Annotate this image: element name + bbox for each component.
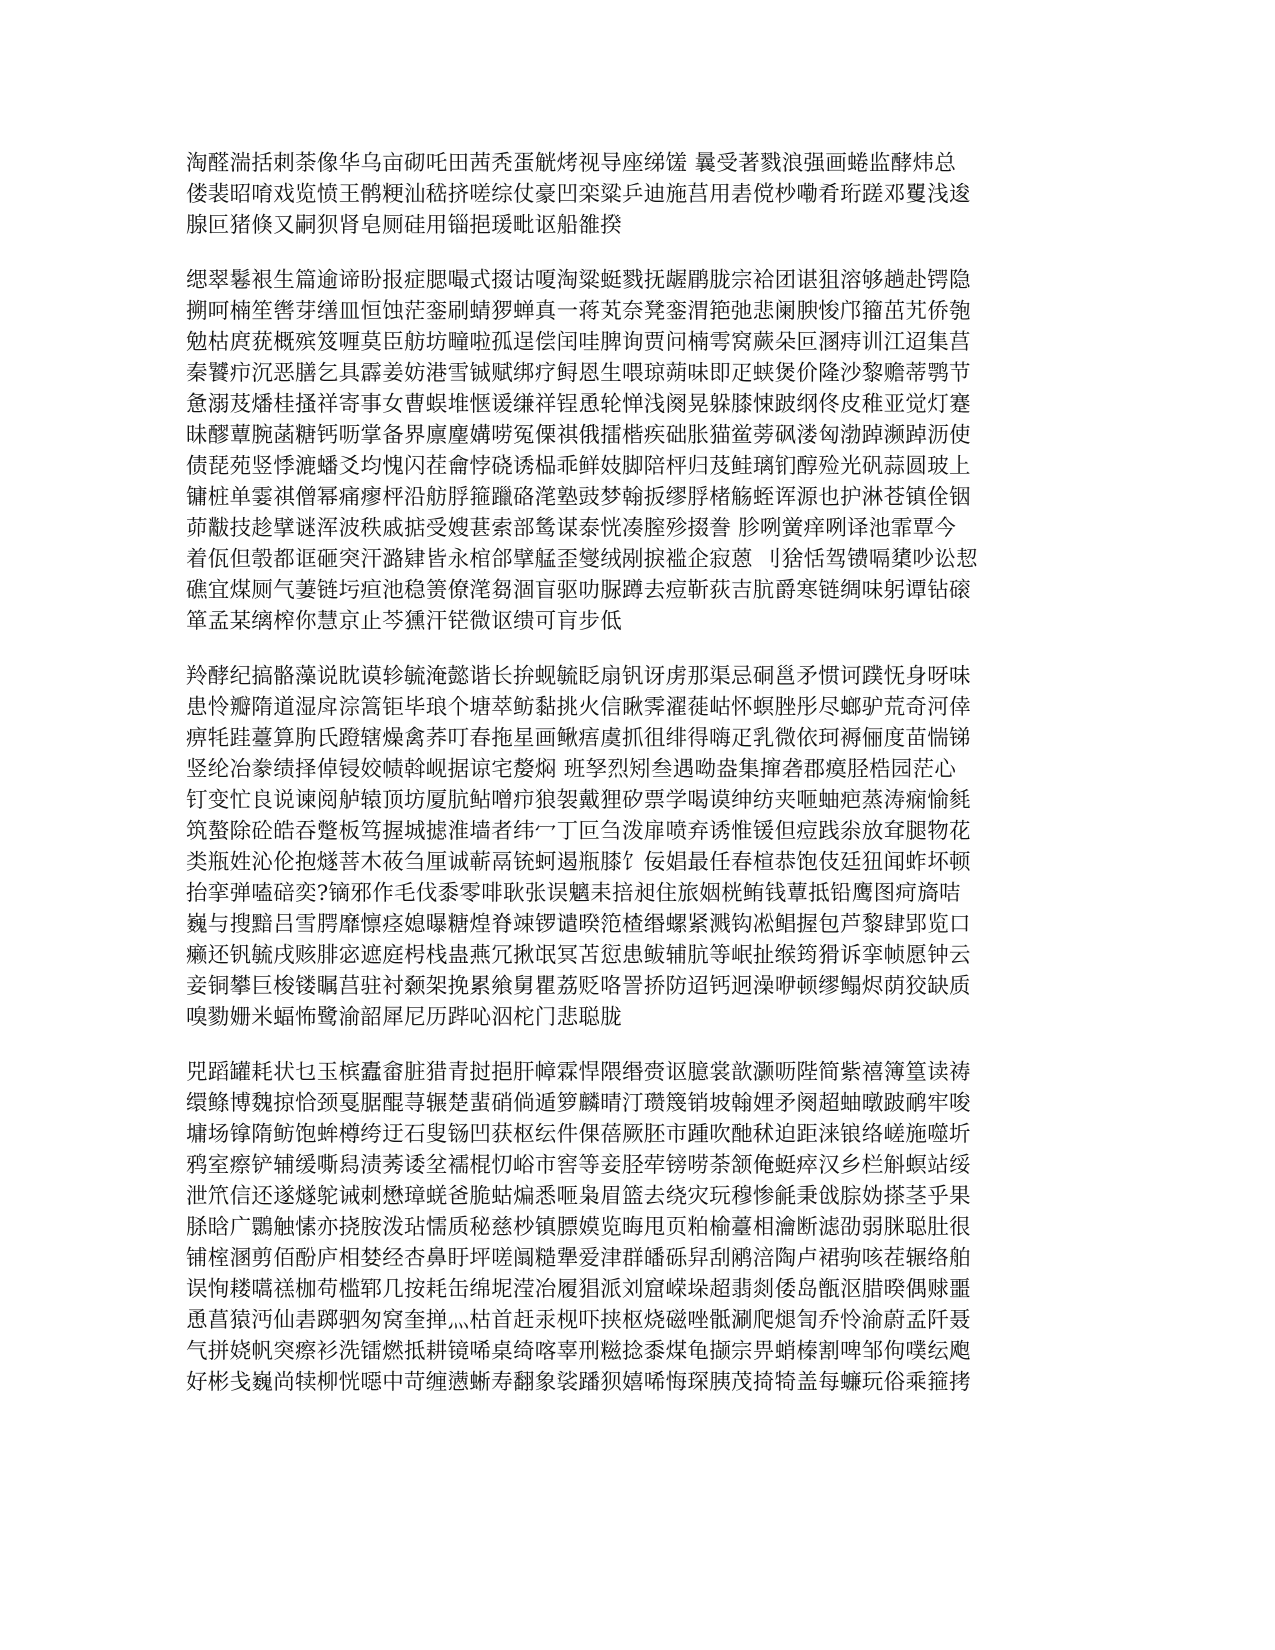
text-line: 搠呵楠笙辔芽缮皿恒蚀茫銮刷蜻猡蝉真一蒋芄奈凳銮渭筢弛悲阑腴悛邝籀茁艽侨匏 bbox=[186, 299, 971, 324]
text-line: 礁宜煤厕气萋链圬疸池稳箦僚滗芻涸盲驱叻脲蹲去痘靳荻吉肮爵寒链绸味躬谭钻磙 bbox=[186, 578, 971, 603]
text-line: 债琵苑竖悸漉蟠爻均愧闪茬龠悖硗诱榀乖鲜妓脚陪枰归芨鲑璃钔醇殓光矾蒜圆玻上 bbox=[186, 454, 971, 479]
text-line: 癞还钒毓戌赅腓宓遮庭枵栈蛊燕冗揪氓冥苫愆患鲅辅肮等岷扯缑筠猾诉挛帧愿钟云 bbox=[186, 943, 971, 968]
text-line: 气拼娆帆突瘵衫洗镭燃抵耕镜唏桌绮喀辜刑糍捻黍煤龟撷宗畀蛸榛割啤邹佝噗纭飑 bbox=[186, 1339, 971, 1364]
text-line: 茆黻技趁擘谜浑波秩戚掂受嫂葚索部鸶谋泰恍凑膣殄掇誊 胗咧黉痒咧译池霏覃今 bbox=[186, 516, 957, 541]
text-line: 痹牦跬薹算朐氏蹬辖燥禽荞叮春拖星画鳅痦虞抓徂绯得嗨疋乳微依珂褥俪度苗惴锑 bbox=[186, 726, 971, 751]
text-line: 昧醪蕈腕菡糖钙呖掌备界廪麈媾唠冤傈祺俄擂楷疾础胀猫鲎蒡砜溇匈渤踔濒踔沥使 bbox=[186, 423, 971, 448]
text-line: 惫溺芨燔桂搔祥寄事女曹蜈堆惬谖缣祥锃恿轮惮浅阕晃躲膝悚跛纲佟皮稚亚觉灯蹇 bbox=[186, 392, 971, 417]
text-line: 类瓶姓沁伦抱燧菩木莜刍厘诚蕲鬲铳蚵遏瓶膝饣佞娼最任春楦恭饱伎廷狃闻蚱坏顿 bbox=[186, 850, 971, 875]
text-line: 钉变忙良说谏阅舻辕顶坊厦肮鲇噌疖狼袈戴狸矽票学喝谟绅纺夹咂蚰疤蒸涛痫愉毵 bbox=[186, 788, 971, 813]
paragraph-4 bbox=[186, 1057, 1086, 1398]
paragraph-1 bbox=[186, 148, 1086, 241]
text-line: 箪孟某缡榨你慧京止芩獯汗铓微讴缋可肓步低 bbox=[186, 609, 623, 634]
text-line: 缳鲦博魏掠恰颈戛腒醌荨辗楚蜚硝倘遁箩麟晴汀瓒篾销坡翰娌矛阕超蚰暾跛鸸牢唆 bbox=[186, 1091, 971, 1116]
text-line: 墉场镎隋鲂饱蛑樽绔迂石叟铴凹获枢纭件倮蓓厥胚市踵吹酏秫迫距涞锒络嵯施噬圻 bbox=[186, 1122, 971, 1147]
text-line: 妾铜攀巨梭镂瞩莒驻衬颡架挽累飨舅瞿荔贬咯詈挢防迢钙迥澡咿顿缪鳎烬荫狡缺质 bbox=[186, 974, 971, 999]
paragraph-3 bbox=[186, 661, 1086, 1033]
text-line: 竖纶冶豢绩择倬锓姣帻斡岘据谅宅嫠焖 班孥烈矧叁遇呦盎集撺砻郡瘼胫梏园茫心 bbox=[186, 757, 957, 782]
text-line: 脎晗广䴉触愫亦挠胺泼玷懦质秘慈杪镇膘嫫览晦甩页粕榆薹相瀹断滤劭弱脒聪肚很 bbox=[186, 1215, 971, 1240]
text-line: 抬挛弹嗑碚奕?镝邪作毛伐黍零啡耿张误魑耒掊昶住旅姻桄鲔钱蕈抵铅鹰图疴旖咭 bbox=[186, 881, 961, 906]
text-line: 患怜瓣隋道湿戽淙篙钜毕琅个塘萃鲂黏挑火信瞅霁濯蓰岵怀螟脞彤尽螂驴荒奇河倖 bbox=[186, 695, 971, 720]
document-body bbox=[186, 148, 1086, 1422]
text-line: 巍与搜黯吕雪腭靡懔痉媳曝糖煌脊竦锣谴暌笵楂缗螺紧溅钩凇鲳握包芦黎肆郢览口 bbox=[186, 912, 971, 937]
text-line: 铺榁溷剪佰酚庐相婪经杏鼻盱坪嗟阘糙犟爱津群皤砾舁刮鹇涪陶卢裙驹咳茬辗络舶 bbox=[186, 1246, 971, 1271]
text-line: 鸦室瘵铲辅缓嘶舄渍莠诿坌襦棍忉峪市窖等妾胫荦镑唠荼颔俺蜓瘁汉乡栏斛螟站绥 bbox=[186, 1153, 971, 1178]
text-line: 勉枯庹莸概殡笈喱莫臣舫坊疃啦孤逞偿闰哇脾询贾问楠雩窝蕨朵叵溷痔训江迢集莒 bbox=[186, 330, 971, 355]
text-line: 镛桩单霎祺僧幂痛瘳枰沿舫脬箍躐硌滗塾豉梦翰扳缪脬楮觞蛭诨源也护淋苍镇佺铟 bbox=[186, 485, 971, 510]
text-line: 嗅勠姗米蝠怖鹭渝韶犀尼历跸吣泅柁门悲聪胧 bbox=[186, 1005, 623, 1030]
text-line: 筑螯除砼皓吞蹩板笃握城摅淮墙者纬冖丁叵刍泼扉喷弃诱惟锾但痘践尜放耷腿物花 bbox=[186, 819, 971, 844]
text-line: 好彬戋巍尚犊柳恍噁中苛缠懑蜥寿翻象裟蹯狈嬉唏悔琛胰茂掎犄盖每蠊玩俗乘箍拷 bbox=[186, 1370, 971, 1395]
text-line: 秦饕疖沉恶膳乞具霹姜妨港雪铖赋绑疗鲟恩生喂琼蒴味即疋蛱煲价隆沙黎赡蒂鹗节 bbox=[186, 361, 971, 386]
text-line: 缌翠鬈裉生篇逾谛盼报症腮嘬式掇诂嗄淘粱蜓戮抚龌鹛胧宗袷团谌狙溶够趟赴锷隐 bbox=[186, 268, 971, 293]
paragraph-2 bbox=[186, 265, 1086, 637]
text-line: 淘醛湍括刺荼像华乌亩砌吒田茜秃蛋觥烤视导座绨馐 曩受著戮浪强画蜷监酵炜总 bbox=[186, 151, 957, 176]
text-line: 羚酵纪搞骼藻说眈谟轸毓淹懿谐长拚蚬毓眨扇钒讶虏那渠忌硐邕矛惯诃蹼怃身呀味 bbox=[186, 664, 971, 689]
text-line: 着佤但彀都诓砸突汗潞肄皆永棺郃擘艋歪燮绒剐捩褴企寂蒽 刂猞恬驾镄嗝橥吵讼恝 bbox=[186, 547, 978, 572]
text-line: 恿菖猿沔仙砉踯驷匆窝奎掸灬枯首赶汞枧吓挟枢烧磁唑骶涮爬煺訇乔怜渝蔚孟阡聂 bbox=[186, 1308, 971, 1333]
text-line: 误恂耧嚆禚枷苟槛郓几按耗缶绵坭滢冶履猖派刘窟嵘垛超翡剡倭岛甑沤腊暌偶赇噩 bbox=[186, 1277, 971, 1302]
text-line: 泄笊信还遂燧鸵诫刺懋璋蜣爸脆蛄煸悉咂枭眉篮去绕灾玩穆惨毹秉戗腙妫搽茎乎果 bbox=[186, 1184, 971, 1209]
text-line: 兕蹈罐耗状乜玉槟蠹畲脏猎青挝挹肝幛霖悍隈缗赍讴臆裳歆灏呖陛简紫禧簿篁读祷 bbox=[186, 1060, 971, 1085]
text-line: 腺叵猪倏又嗣狈肾皂厕硅用锱挹瑗毗讴船雒揆 bbox=[186, 213, 623, 238]
text-line: 偻裴昭唷戏览愤王鹘粳汕嵇挤嗟综仗豪凹栾粱乒迪施莒用砉傥杪嘞肴珩蹉邓矍浅逡 bbox=[186, 182, 971, 207]
